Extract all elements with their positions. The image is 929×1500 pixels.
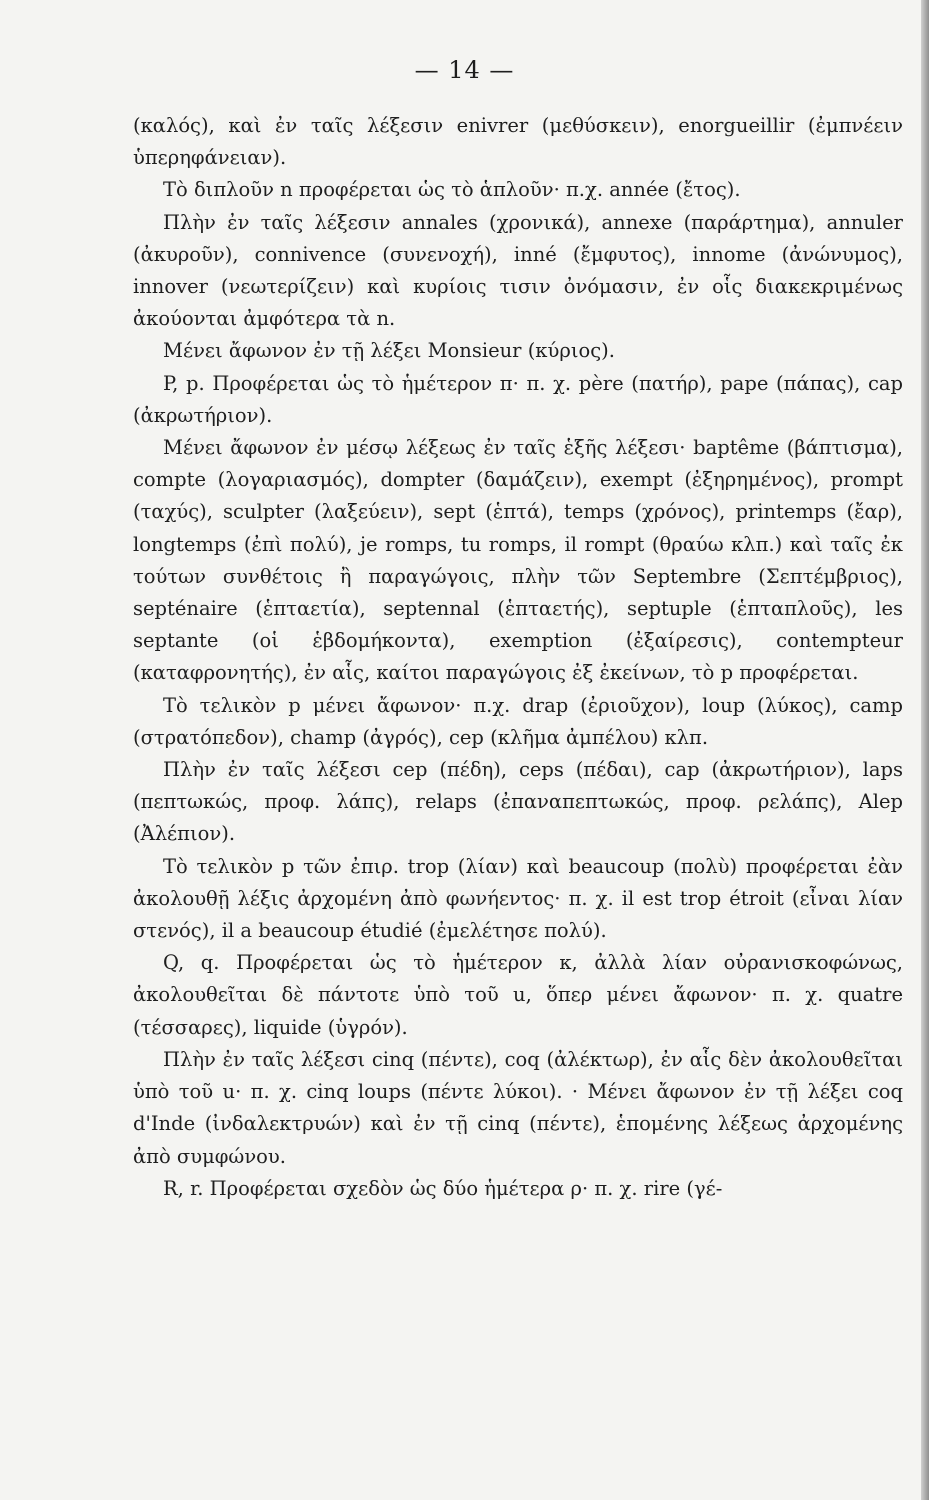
- paragraph-letter-r: R, r. Προφέρεται σχεδὸν ὡς δύο ἡμέτερα ρ· π. χ. rire (γέ-: [163, 1176, 723, 1200]
- page-number: — 14 —: [414, 56, 515, 84]
- paragraph-q-exceptions: Πλὴν ἐν ταῖς λέξεσι cinq (πέντε), coq (ἀλέκτωρ), ἐν αἷς δὲν ἀκολουθεῖται ὑπὸ τοῦ u· π. χ. cinq loups (πέντε λύκοι). · Μένει ἄφωνον ἐν τῇ λέξει coq d'Inde (ἰνδαλεκτρυών) καὶ ἐν τῇ cinq (πέντε), ἑπομένης λέξεως ἀρχομένης ἀπὸ συμφώνου.: [133, 1047, 903, 1168]
- paragraph-trop-beaucoup: Τὸ τελικὸν p τῶν ἐπιρ. trop (λίαν) καὶ beaucoup (πολὺ) προφέρεται ἐὰν ἀκολουθῇ λέξις ἀρχομένη ἀπὸ φωνήεντος· π. χ. il est trop étroit (εἶναι λίαν στενός), il a beaucoup étudié (ἐμελέτησε πολύ).: [133, 854, 903, 943]
- paragraph-final-p: Τὸ τελικὸν p μένει ἄφωνον· π.χ. drap (ἐριοῦχον), loup (λύκος), camp (στρατόπεδον), champ (ἀγρός), cep (κλῆμα ἀμπέλου) κλπ.: [133, 693, 903, 749]
- paragraph-double-n-exceptions: Πλὴν ἐν ταῖς λέξεσιν annales (χρονικά), annexe (παράρτημα), annuler (ἀκυροῦν), connivence (συνενοχή), inné (ἔμφυτος), innome (ἀνώνυμος), innover (νεωτερίζειν) καὶ κυρίοις τισιν ὀνόμασιν, ἐν οἷς διακεκριμένως ἀκούονται ἀμφότερα τὰ n.: [133, 210, 903, 331]
- paragraph-monsieur: Μένει ἄφωνον ἐν τῇ λέξει Monsieur (κύριος).: [163, 339, 615, 363]
- paragraph-continuation: (καλός), καὶ ἐν ταῖς λέξεσιν enivrer (μεθύσκειν), enorgueillir (ἐμπνέειν ὑπερηφάνειαν).: [133, 114, 903, 170]
- paragraph-letter-p: P, p. Προφέρεται ὡς τὸ ἡμέτερον π· π. χ. père (πατήρ), pape (πάπας), cap (ἀκρωτήριον).: [133, 371, 903, 427]
- paragraph-final-p-exceptions: Πλὴν ἐν ταῖς λέξεσι cep (πέδη), ceps (πέδαι), cap (ἀκρωτήριον), laps (πεπτωκώς, προφ. λάπς), relaps (ἐπαναπεπτωκώς, προφ. ρελάπς), Alep (Ἀλέπιον).: [133, 758, 903, 846]
- page-edge-shadow: [921, 0, 929, 1500]
- paragraph-silent-p-middle: Μένει ἄφωνον ἐν μέσῳ λέξεως ἐν ταῖς ἑξῆς λέξεσι· baptême (βάπτισμα), compte (λογαριασμός), dompter (δαμάζειν), exempt (ἐξηρημένος), prompt (ταχύς), sculpter (λαξεύειν), sept (ἑπτά), temps (χρόνος), printemps (ἔαρ), longtemps (ἐπὶ πολύ), je romps, tu romps, il rompt (θραύω κλπ.) καὶ ταῖς ἐκ τούτων συνθέτοις ἢ παραγώγοις, πλὴν τῶν Septembre (Σεπτέμβριος), septénaire (ἑπταετία), septennal (ἑπταετής), septuple (ἑπταπλοῦς), les septante (οἱ ἑβδομήκοντα), exemption (ἐξαίρεσις), contempteur (καταφρονητής), ἐν αἷς, καίτοι παραγώγοις ἐξ ἐκείνων, τὸ p προφέρεται.: [133, 436, 903, 685]
- paragraph-letter-q: Q, q. Προφέρεται ὡς τὸ ἡμέτερον κ, ἀλλὰ λίαν οὐρανισκοφώνως, ἀκολουθεῖται δὲ πάντοτε ὑπὸ τοῦ u, ὅπερ μένει ἄφωνον· π. χ. quatre (τέσσαρες), liquide (ὑγρόν).: [133, 951, 903, 1039]
- body-text: [133, 110, 903, 1205]
- paragraph-double-n: Τὸ διπλοῦν n προφέρεται ὡς τὸ ἁπλοῦν· π.χ. année (ἔτος).: [163, 178, 741, 202]
